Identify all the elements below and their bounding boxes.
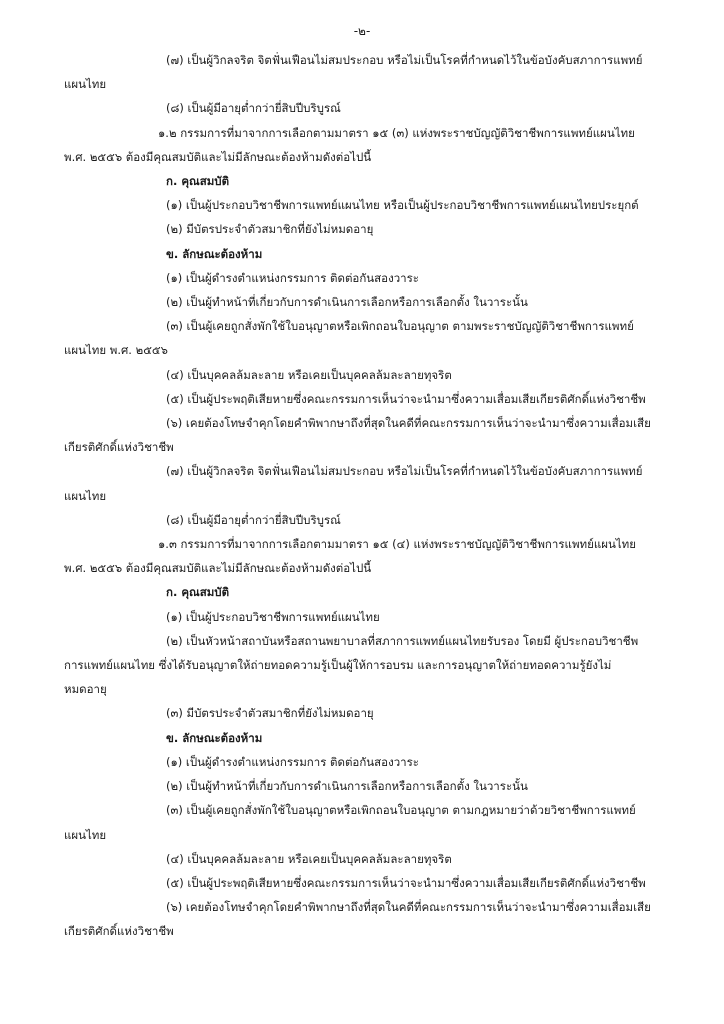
text-line: ๑.๒ กรรมการที่มาจากการเลือกตามมาตรา ๑๕ (๓) แห่งพระราชบัญญัติวิชาชีพการแพทย์แผนไทย xyxy=(158,125,635,140)
text-line: แผนไทย xyxy=(64,827,107,842)
text-line: แผนไทย พ.ศ. ๒๕๕๖ xyxy=(64,343,168,358)
text-line: (๖) เคยต้องโทษจำคุกโดยคำพิพากษาถึงที่สุดในคดีที่คณะกรรมการเห็นว่าจะนำมาซึ่งความเสื่อมเสีย xyxy=(166,900,651,915)
page-number: -๒- xyxy=(353,24,371,38)
text-line: ก. คุณสมบัติ xyxy=(166,585,230,600)
text-line: (๒) เป็นหัวหน้าสถาบันหรือสถานพยาบาลที่สภาการแพทย์แผนไทยรับรอง โดยมี ผู้ประกอบวิชาชีพ xyxy=(166,633,639,648)
text-line: เกียรติศักดิ์แห่งวิชาชีพ xyxy=(64,924,174,939)
text-line: (๒) เป็นผู้ทำหน้าที่เกี่ยวกับการดำเนินการเลือกหรือการเลือกตั้ง ในวาระนั้น xyxy=(166,779,528,794)
text-line: (๑) เป็นผู้ประกอบวิชาชีพการแพทย์แผนไทย หรือเป็นผู้ประกอบวิชาชีพการแพทย์แผนไทยประยุกต์ xyxy=(166,198,639,213)
text-line: (๑) เป็นผู้ประกอบวิชาชีพการแพทย์แผนไทย xyxy=(166,609,380,624)
text-line: (๕) เป็นผู้ประพฤติเสียหายซึ่งคณะกรรมการเห็นว่าจะนำมาซึ่งความเสื่อมเสียเกียรติศักดิ์แห่งวิชาชีพ xyxy=(166,391,646,406)
text-line: ข. ลักษณะต้องห้าม xyxy=(166,246,263,261)
text-line: ข. ลักษณะต้องห้าม xyxy=(166,730,263,745)
text-line: (๑) เป็นผู้ดำรงตำแหน่งกรรมการ ติดต่อกันสองวาระ xyxy=(166,754,419,769)
document-body xyxy=(64,48,698,944)
text-line: (๑) เป็นผู้ดำรงตำแหน่งกรรมการ ติดต่อกันสองวาระ xyxy=(166,270,419,285)
text-line: (๖) เคยต้องโทษจำคุกโดยคำพิพากษาถึงที่สุดในคดีที่คณะกรรมการเห็นว่าจะนำมาซึ่งความเสื่อมเสีย xyxy=(166,416,651,431)
text-line: (๘) เป็นผู้มีอายุต่ำกว่ายี่สิบปีบริบูรณ์ xyxy=(166,101,341,116)
text-line: ๑.๓ กรรมการที่มาจากการเลือกตามมาตรา ๑๕ (๔) แห่งพระราชบัญญัติวิชาชีพการแพทย์แผนไทย xyxy=(158,537,636,552)
text-line: (๓) เป็นผู้เคยถูกสั่งพักใช้ใบอนุญาตหรือเพิกถอนใบอนุญาต ตามกฎหมายว่าด้วยวิชาชีพการแพทย์ xyxy=(166,803,636,818)
text-line: (๓) เป็นผู้เคยถูกสั่งพักใช้ใบอนุญาตหรือเพิกถอนใบอนุญาต ตามพระราชบัญญัติวิชาชีพการแพทย์ xyxy=(166,319,634,334)
text-line: (๕) เป็นผู้ประพฤติเสียหายซึ่งคณะกรรมการเห็นว่าจะนำมาซึ่งความเสื่อมเสียเกียรติศักดิ์แห่งวิชาชีพ xyxy=(166,875,646,890)
text-line: (๘) เป็นผู้มีอายุต่ำกว่ายี่สิบปีบริบูรณ์ xyxy=(166,512,341,527)
text-line: ก. คุณสมบัติ xyxy=(166,174,230,189)
text-line: (๒) มีบัตรประจำตัวสมาชิกที่ยังไม่หมดอายุ xyxy=(166,222,374,237)
text-line: พ.ศ. ๒๕๕๖ ต้องมีคุณสมบัติและไม่มีลักษณะต้องห้ามดังต่อไปนี้ xyxy=(64,149,372,164)
text-line: (๗) เป็นผู้วิกลจริต จิตฟั่นเฟือนไม่สมประกอบ หรือไม่เป็นโรคที่กำหนดไว้ในข้อบังคับสภาการแพทย์ xyxy=(166,464,643,479)
text-line: การแพทย์แผนไทย ซึ่งได้รับอนุญาตให้ถ่ายทอดความรู้เป็นผู้ให้การอบรม และการอนุญาตให้ถ่ายทอดความรู้ยังไม่ xyxy=(64,658,612,673)
text-line: พ.ศ. ๒๕๕๖ ต้องมีคุณสมบัติและไม่มีลักษณะต้องห้ามดังต่อไปนี้ xyxy=(64,561,372,576)
text-line: (๔) เป็นบุคคลล้มละลาย หรือเคยเป็นบุคคลล้มละลายทุจริต xyxy=(166,851,452,866)
text-line: เกียรติศักดิ์แห่งวิชาชีพ xyxy=(64,440,174,455)
text-line: แผนไทย xyxy=(64,488,107,503)
text-line: (๓) มีบัตรประจำตัวสมาชิกที่ยังไม่หมดอายุ xyxy=(166,706,374,721)
text-line: (๗) เป็นผู้วิกลจริต จิตฟั่นเฟือนไม่สมประกอบ หรือไม่เป็นโรคที่กำหนดไว้ในข้อบังคับสภาการแพทย์ xyxy=(166,53,643,67)
text-line: แผนไทย xyxy=(64,77,107,92)
text-line: หมดอายุ xyxy=(64,682,107,697)
text-line: (๔) เป็นบุคคลล้มละลาย หรือเคยเป็นบุคคลล้มละลายทุจริต xyxy=(166,367,452,382)
text-line: (๒) เป็นผู้ทำหน้าที่เกี่ยวกับการดำเนินการเลือกหรือการเลือกตั้ง ในวาระนั้น xyxy=(166,295,528,310)
